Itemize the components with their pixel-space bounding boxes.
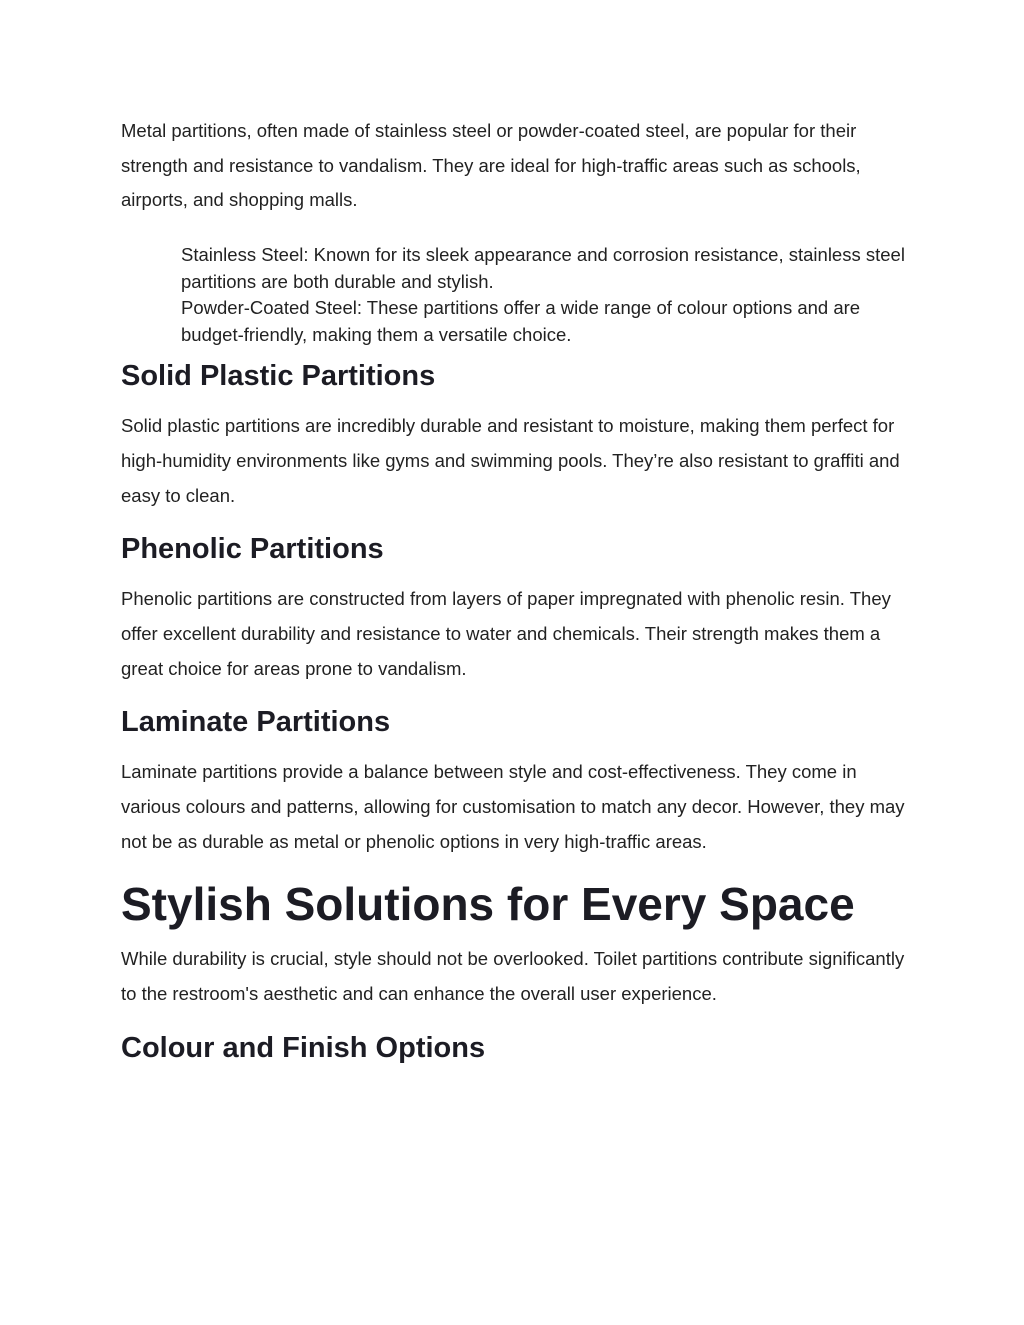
list-item-powder-coated-steel: Powder-Coated Steel: These partitions offer a wide range of colour options and are budget-friendly, making them a versatile choice. — [181, 297, 861, 345]
metal-types-list — [121, 242, 911, 348]
list-item-stainless-steel: Stainless Steel: Known for its sleek appearance and corrosion resistance, stainless steel partitions are both durable and stylish. — [181, 244, 905, 292]
heading-laminate-partitions: Laminate Partitions — [121, 706, 391, 739]
document-page — [121, 114, 911, 1066]
stylish-paragraph: While durability is crucial, style should not be overlooked. Toilet partitions contribute significantly to the restroom's aesthetic and can enhance the overall user experience. — [121, 948, 905, 1005]
solid-plastic-paragraph: Solid plastic partitions are incredibly durable and resistant to moisture, making them perfect for high-humidity environments like gyms and swimming pools. They’re also resistant to graffiti and easy to clean. — [121, 415, 900, 506]
phenolic-paragraph: Phenolic partitions are constructed from layers of paper impregnated with phenolic resin. They offer excellent durability and resistance to water and chemicals. Their strength makes them a great choice for areas prone to vandalism. — [121, 588, 891, 679]
laminate-paragraph: Laminate partitions provide a balance between style and cost-effectiveness. They come in various colours and patterns, allowing for customisation to match any decor. However, they may not be as durable as metal or phenolic options in very high-traffic areas. — [121, 761, 905, 852]
metal-partitions-paragraph: Metal partitions, often made of stainless steel or powder-coated steel, are popular for their strength and resistance to vandalism. They are ideal for high-traffic areas such as schools, airports, and shopping malls. — [121, 120, 861, 211]
heading-solid-plastic-partitions: Solid Plastic Partitions — [121, 360, 436, 393]
heading-colour-and-finish-options: Colour and Finish Options — [121, 1031, 486, 1064]
heading-phenolic-partitions: Phenolic Partitions — [121, 533, 384, 566]
heading-stylish-solutions: Stylish Solutions for Every Space — [121, 878, 855, 931]
